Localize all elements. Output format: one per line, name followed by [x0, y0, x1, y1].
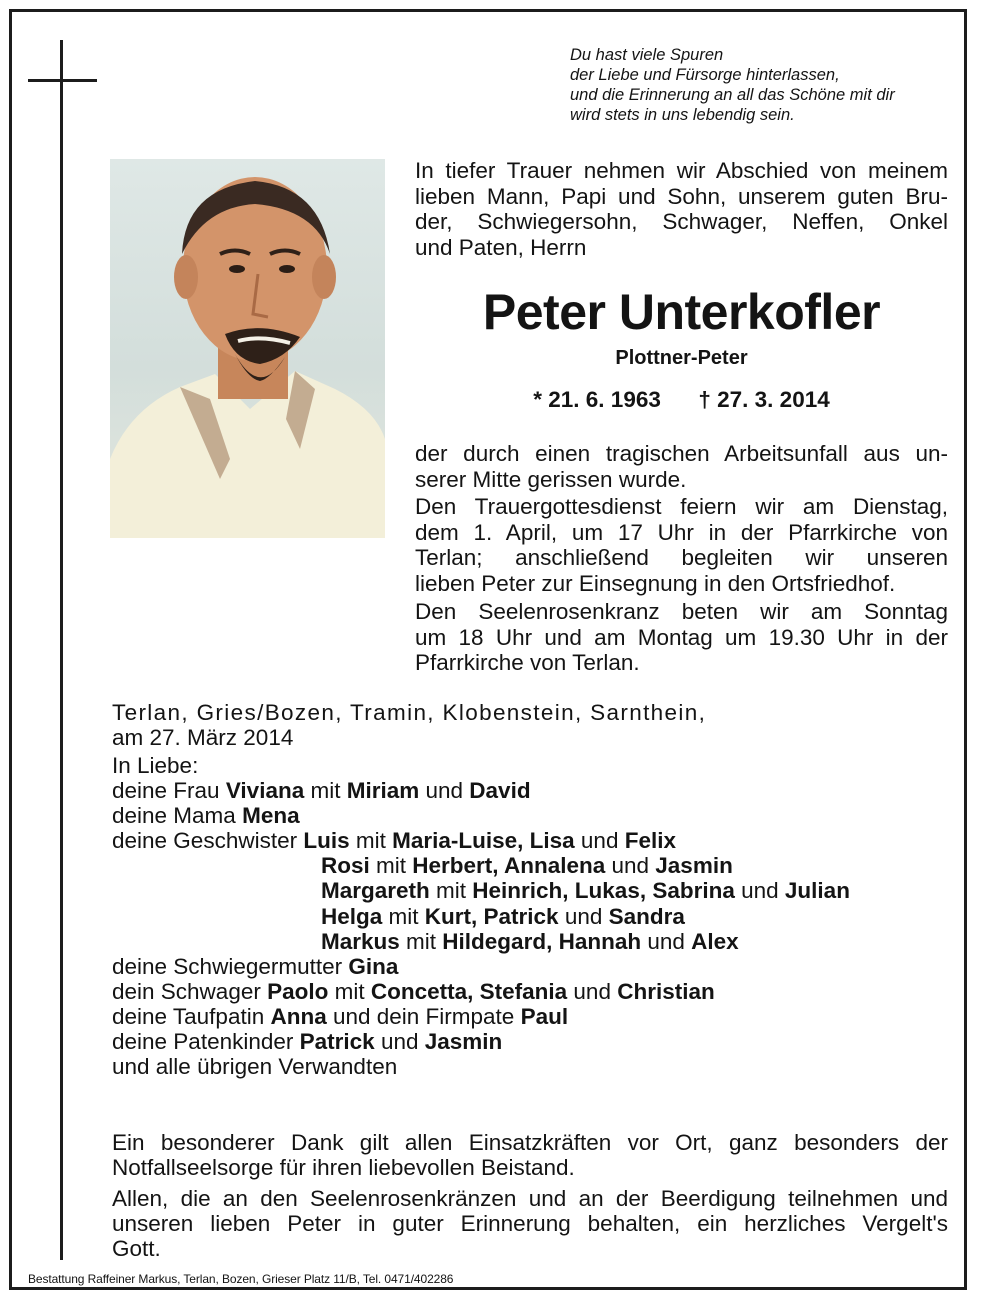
- family-name: Gina: [348, 953, 399, 979]
- family-name: Luis: [303, 828, 350, 854]
- motto-line: und die Erinnerung an all das Schöne mit dir: [570, 86, 895, 104]
- family-text: und dein Firmpate: [326, 1003, 521, 1029]
- deceased-name: Peter Unterkofler: [482, 284, 881, 340]
- family-row: [112, 828, 850, 853]
- motto-verse: [570, 45, 960, 125]
- intro-line: lieben Mann, Papi und Sohn, unserem guten Bru-: [415, 183, 948, 209]
- family-text: mit: [328, 978, 371, 1004]
- family-row: [112, 803, 850, 828]
- thanks-block: [112, 1130, 948, 1261]
- family-text: und: [419, 778, 470, 804]
- family-row: [112, 1054, 850, 1079]
- body-line: dem 1. April, um 17 Uhr in der Pfarrkirche von: [415, 519, 948, 545]
- family-name: Jasmin: [655, 853, 733, 879]
- deceased-nickname: Plottner-Peter: [615, 347, 748, 369]
- motto-line: wird stets in uns lebendig sein.: [570, 106, 795, 124]
- family-row: [112, 853, 850, 878]
- family-name: Helga: [321, 903, 383, 929]
- thanks-line: Ein besonderer Dank gilt allen Einsatzkräften vor Ort, ganz besonders der: [112, 1130, 948, 1155]
- family-name: Heinrich, Lukas, Sabrina: [472, 878, 735, 904]
- family-text: und: [374, 1029, 425, 1055]
- family-name: Maria-Luise, Lisa: [392, 828, 575, 854]
- body-line: Den Trauergottesdienst feiern wir am Dienstag,: [415, 494, 948, 519]
- family-text: mit: [304, 778, 347, 804]
- family-name: Christian: [617, 978, 715, 1004]
- family-row: [112, 904, 850, 929]
- thanks-line: Allen, die an den Seelenrosenkränzen und an der Beerdigung teilnehmen und: [112, 1186, 948, 1211]
- family-name: Rosi: [321, 853, 370, 879]
- family-name: Miriam: [346, 778, 420, 804]
- family-row: [112, 1029, 850, 1054]
- family-row: [112, 1004, 850, 1029]
- body-line: Den Seelenrosenkranz beten wir am Sonntag: [415, 599, 948, 624]
- family-text: deine Geschwister: [112, 828, 304, 854]
- family-name: Kurt, Patrick: [424, 903, 559, 929]
- family-name: Markus: [321, 928, 400, 954]
- family-name: Concetta, Stefania: [370, 978, 568, 1004]
- family-text: mit: [382, 903, 425, 929]
- family-name: Viviana: [225, 778, 305, 804]
- intro-line: und Paten, Herrn: [415, 234, 587, 260]
- funeral-paragraph: [415, 494, 948, 596]
- places-line: Terlan, Gries/Bozen, Tramin, Klobenstein, Sarnthein,: [112, 700, 707, 725]
- body-line: der durch einen tragischen Arbeitsunfall aus un-: [415, 441, 948, 466]
- motto-line: der Liebe und Fürsorge hinterlassen,: [570, 66, 840, 84]
- family-text: und: [641, 928, 692, 954]
- family-text: deine Taufpatin: [112, 1003, 271, 1029]
- accident-paragraph: [415, 441, 948, 492]
- thanks-line: unseren lieben Peter in guter Erinnerung behalten, ein herzliches Vergelt's: [112, 1211, 948, 1236]
- family-text: deine Frau: [112, 778, 226, 804]
- family-text: mit: [369, 853, 413, 879]
- family-text: und: [567, 978, 618, 1004]
- family-row: [112, 929, 850, 954]
- family-text: und: [734, 878, 785, 904]
- body-line: um 18 Uhr und am Montag um 19.30 Uhr in der: [415, 624, 948, 650]
- family-text: dein Schwager: [112, 978, 268, 1004]
- date-line: am 27. März 2014: [112, 725, 294, 750]
- portrait-illustration: [110, 159, 385, 538]
- family-name: Sandra: [608, 903, 685, 929]
- thanks-line: Gott.: [112, 1236, 161, 1261]
- body-line: lieben Peter zur Einsegnung in den Ortsfriedhof.: [415, 570, 896, 596]
- family-heading: In Liebe:: [112, 753, 199, 778]
- cross-vertical-bar: [60, 40, 63, 1260]
- family-text: mit: [429, 878, 473, 904]
- family-name: Herbert, Annalena: [412, 853, 606, 879]
- body-line: serer Mitte gerissen wurde.: [415, 466, 687, 492]
- family-name: David: [469, 778, 531, 804]
- family-text: und: [574, 828, 625, 854]
- family-text: mit: [349, 828, 393, 854]
- family-rows: [112, 778, 850, 1079]
- family-text: und: [605, 853, 656, 879]
- family-text: und alle übrigen Verwandten: [112, 1054, 398, 1080]
- thanks-line: Notfallseelsorge für ihren liebevollen Beistand.: [112, 1155, 575, 1180]
- family-name: Paul: [520, 1003, 569, 1029]
- family-name: Anna: [270, 1003, 327, 1029]
- cross-horizontal-bar: [28, 79, 97, 82]
- family-row: [112, 979, 850, 1004]
- funeral-home-footer: Bestattung Raffeiner Markus, Terlan, Bozen, Grieser Platz 11/B, Tel. 0471/402286: [28, 1272, 454, 1286]
- portrait-photo: [110, 159, 385, 538]
- family-text: und: [558, 903, 609, 929]
- body-line: Terlan; anschließend begleiten wir unseren: [415, 545, 948, 570]
- family-list: [112, 753, 850, 1079]
- body-line: Pfarrkirche von Terlan.: [415, 650, 640, 675]
- intro-text: [415, 158, 948, 260]
- family-name: Jasmin: [424, 1029, 503, 1055]
- family-row: [112, 954, 850, 979]
- family-row: [112, 778, 850, 803]
- intro-line: In tiefer Trauer nehmen wir Abschied von meinem: [415, 158, 948, 183]
- family-text: mit: [399, 928, 443, 954]
- family-name: Margareth: [321, 878, 430, 904]
- family-text: deine Patenkinder: [112, 1029, 300, 1055]
- life-dates: [415, 386, 948, 414]
- rosary-paragraph: [415, 599, 948, 676]
- family-name: Alex: [691, 928, 739, 954]
- family-name: Mena: [242, 803, 300, 829]
- family-text: deine Schwiegermutter: [112, 953, 349, 979]
- family-name: Paolo: [267, 978, 329, 1004]
- family-row: [112, 878, 850, 903]
- birth-date: * 21. 6. 1963: [533, 387, 661, 412]
- family-name: Hildegard, Hannah: [442, 928, 642, 954]
- family-name: Felix: [624, 828, 676, 854]
- intro-line: der, Schwiegersohn, Schwager, Neffen, Onkel: [415, 209, 948, 234]
- motto-line: Du hast viele Spuren: [570, 46, 724, 64]
- family-text: deine Mama: [112, 803, 243, 829]
- family-name: Julian: [784, 878, 850, 904]
- family-name: Patrick: [299, 1029, 375, 1055]
- death-date: † 27. 3. 2014: [698, 387, 830, 412]
